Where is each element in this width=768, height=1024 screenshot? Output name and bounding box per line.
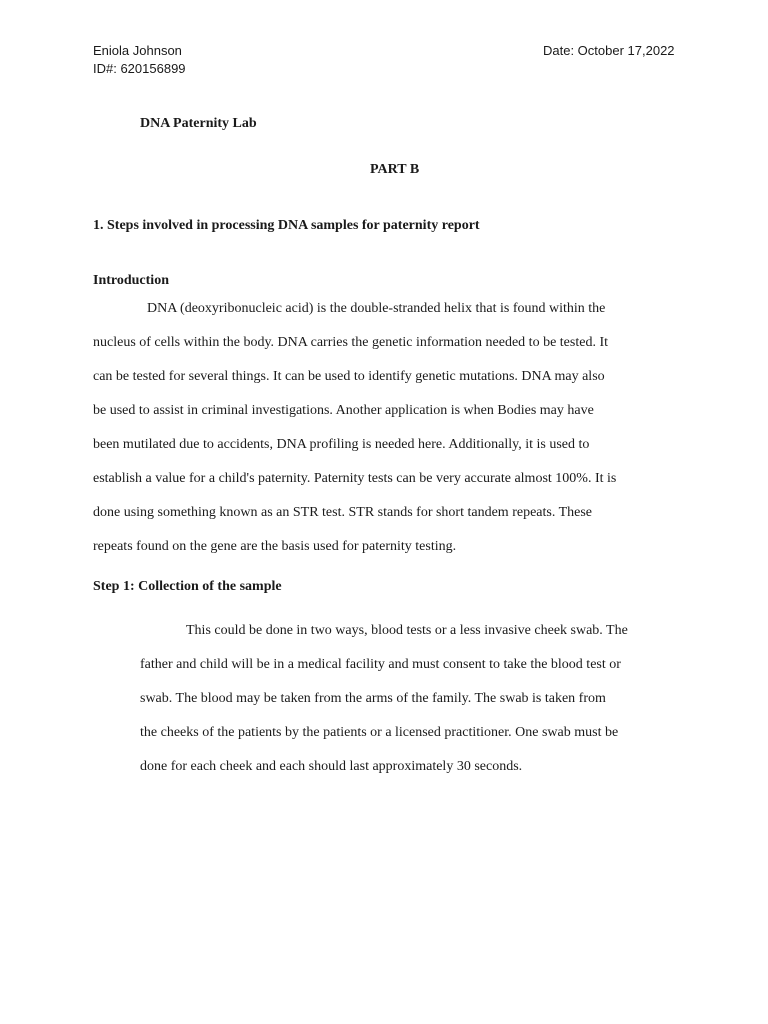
paragraph-line: father and child will be in a medical facility and must consent to take the blood test or (140, 657, 621, 672)
paragraph-line: establish a value for a child's paternity. Paternity tests can be very accurate almost 100%. It is (93, 471, 617, 486)
step1-paragraph (140, 621, 628, 791)
paragraph-line: can be tested for several things. It can be used to identify genetic mutations. DNA may also (93, 369, 605, 384)
author-name: Eniola Johnson (93, 43, 182, 58)
question-heading: 1. Steps involved in processing DNA samples for paternity report (93, 218, 480, 233)
part-heading: PART B (370, 162, 420, 177)
paragraph-line: been mutilated due to accidents, DNA profiling is needed here. Additionally, it is used to (93, 437, 590, 452)
paragraph-line: done using something known as an STR test. STR stands for short tandem repeats. These (93, 505, 593, 520)
introduction-heading: Introduction (93, 273, 169, 288)
paragraph-line: DNA (deoxyribonucleic acid) is the double-stranded helix that is found within the (147, 301, 606, 316)
introduction-paragraph (93, 299, 616, 571)
paragraph-line: done for each cheek and each should last approximately 30 seconds. (140, 759, 523, 774)
paragraph-line: be used to assist in criminal investigations. Another application is when Bodies may have (93, 403, 594, 418)
paragraph-line: nucleus of cells within the body. DNA carries the genetic information needed to be tested. It (93, 335, 608, 350)
paragraph-line: the cheeks of the patients by the patients or a licensed practitioner. One swab must be (140, 725, 619, 740)
paragraph-line: This could be done in two ways, blood tests or a less invasive cheek swab. The (186, 623, 628, 638)
paragraph-line: swab. The blood may be taken from the arms of the family. The swab is taken from (140, 691, 606, 706)
step1-heading: Step 1: Collection of the sample (93, 579, 282, 594)
paragraph-line: repeats found on the gene are the basis used for paternity testing. (93, 539, 457, 554)
document-date: Date: October 17,2022 (543, 43, 675, 58)
document-title: DNA Paternity Lab (140, 116, 257, 131)
student-id: ID#: 620156899 (93, 61, 186, 76)
